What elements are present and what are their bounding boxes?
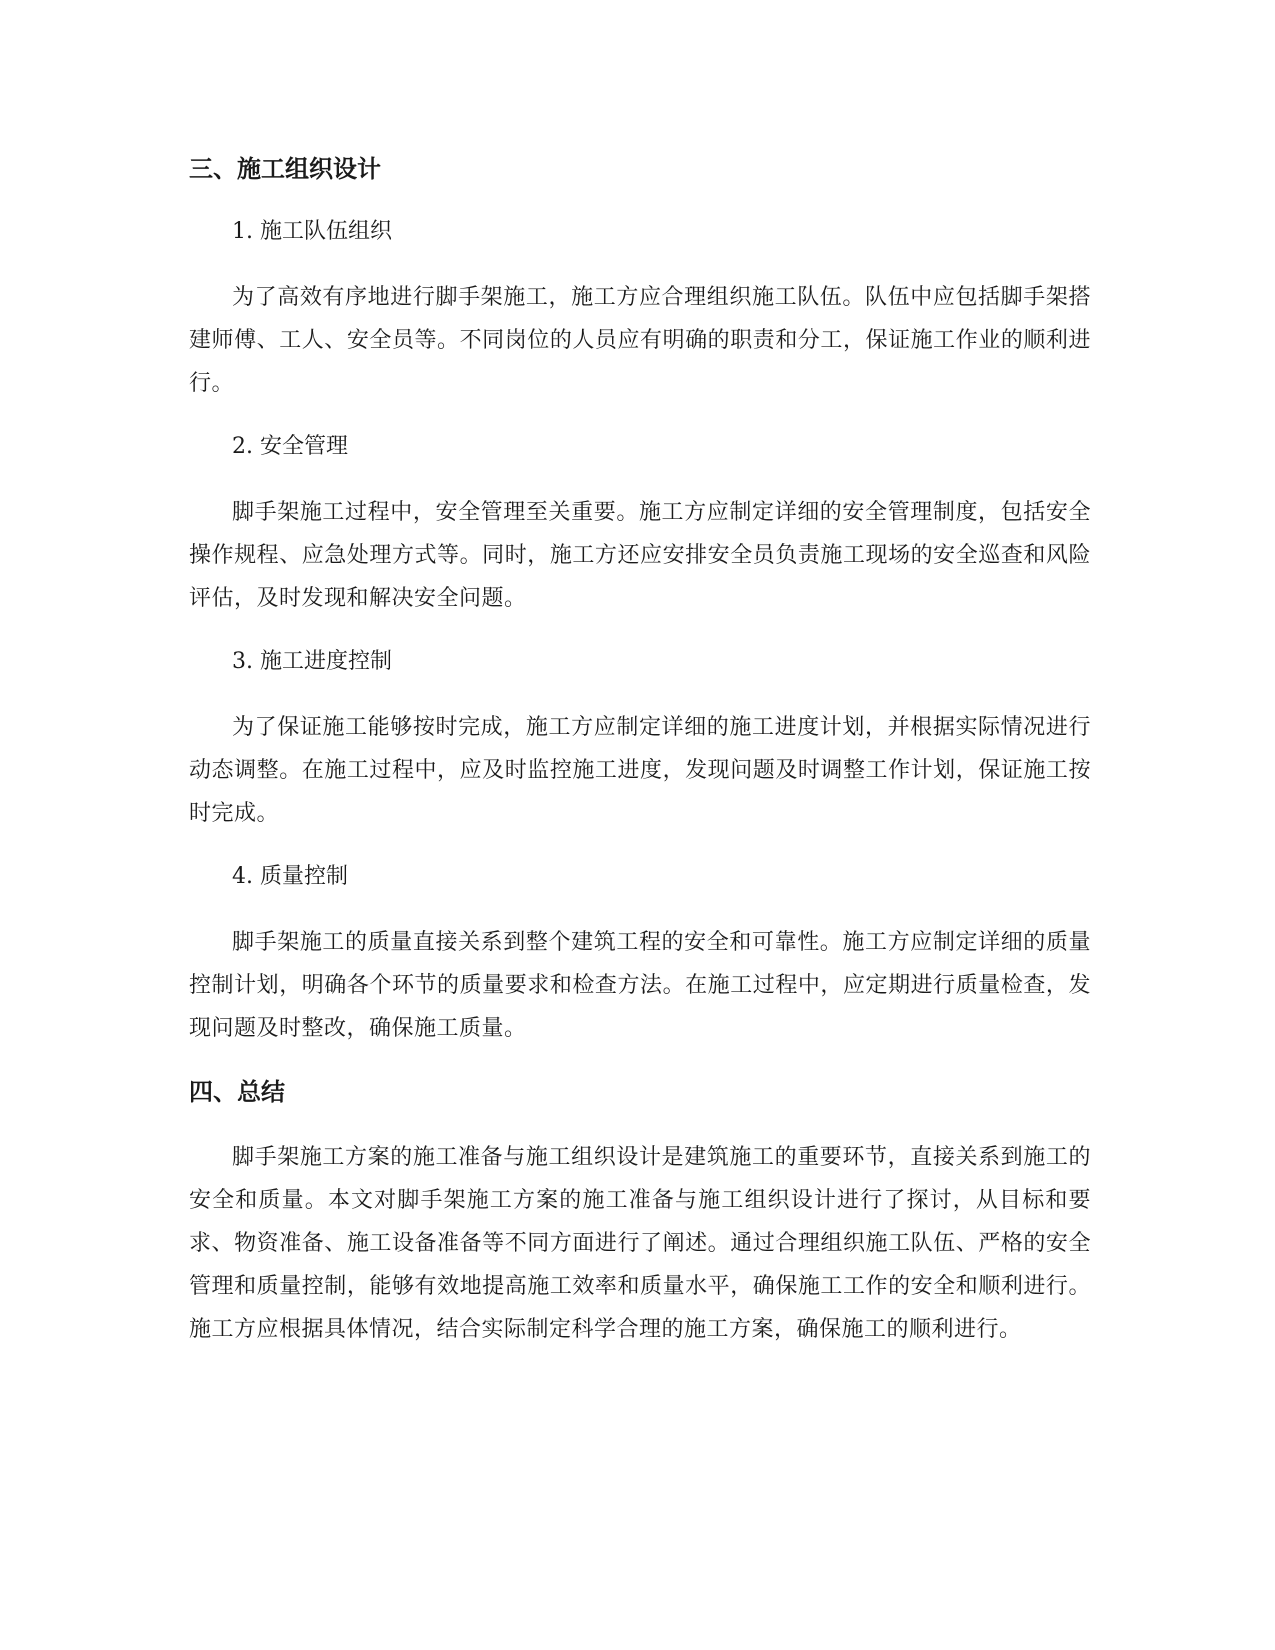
subheading-quality-control: 4. 质量控制 bbox=[232, 864, 348, 889]
section-heading-summary: 四、总结 bbox=[189, 1078, 285, 1106]
paragraph-schedule-control: 为了保证施工能够按时完成，施工方应制定详细的施工进度计划，并根据实际情况进行动态调整。在施工过程中，应及时监控施工进度，发现问题及时调整工作计划，保证施工按时完成。 bbox=[189, 715, 1091, 826]
paragraph-quality-control: 脚手架施工的质量直接关系到整个建筑工程的安全和可靠性。施工方应制定详细的质量控制计划，明确各个环节的质量要求和检查方法。在施工过程中，应定期进行质量检查，发现问题及时整改，确保施工质量。 bbox=[189, 930, 1091, 1041]
subheading-schedule-control: 3. 施工进度控制 bbox=[232, 649, 392, 674]
section-heading-construction-organization: 三、施工组织设计 bbox=[189, 155, 381, 183]
subheading-safety-management: 2. 安全管理 bbox=[232, 434, 348, 459]
subheading-team-organization: 1. 施工队伍组织 bbox=[232, 219, 392, 244]
paragraph-team-organization: 为了高效有序地进行脚手架施工，施工方应合理组织施工队伍。队伍中应包括脚手架搭建师傅、工人、安全员等。不同岗位的人员应有明确的职责和分工，保证施工作业的顺利进行。 bbox=[189, 285, 1091, 396]
paragraph-summary: 脚手架施工方案的施工准备与施工组织设计是建筑施工的重要环节，直接关系到施工的安全和质量。本文对脚手架施工方案的施工准备与施工组织设计进行了探讨，从目标和要求、物资准备、施工设备准备等不同方面进行了阐述。通过合理组织施工队伍、严格的安全管理和质量控制，能够有效地提高施工效率和质量水平，确保施工工作的安全和顺利进行。施工方应根据具体情况，结合实际制定科学合理的施工方案，确保施工的顺利进行。 bbox=[189, 1145, 1091, 1342]
paragraph-safety-management: 脚手架施工过程中，安全管理至关重要。施工方应制定详细的安全管理制度，包括安全操作规程、应急处理方式等。同时，施工方还应安排安全员负责施工现场的安全巡查和风险评估，及时发现和解决安全问题。 bbox=[189, 500, 1091, 611]
